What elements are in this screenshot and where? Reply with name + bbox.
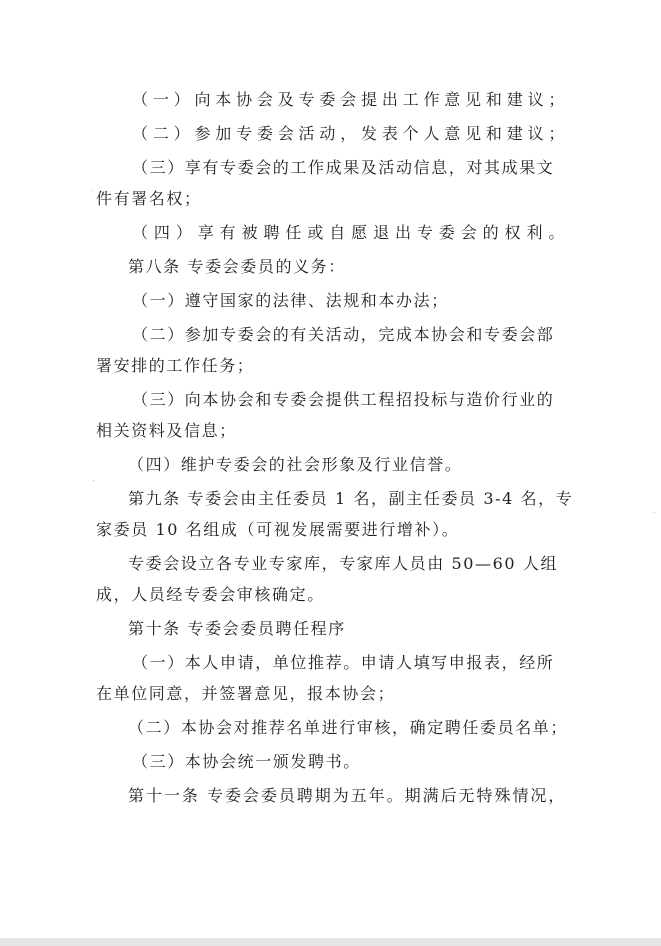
paragraph-line: 成，人员经专委会审核确定。 bbox=[96, 585, 325, 604]
scan-speck bbox=[93, 480, 94, 481]
paragraph-procedure-apply bbox=[96, 647, 566, 709]
scan-speck bbox=[92, 190, 93, 191]
paragraph-procedure-certificate bbox=[96, 746, 566, 777]
paragraph-line: 家委员 10 名组成（可视发展需要进行增补）。 bbox=[96, 520, 460, 539]
paragraph-line: （四）维护专委会的社会形象及行业信誉。 bbox=[128, 455, 463, 474]
paragraph-right-withdraw bbox=[96, 217, 566, 248]
paragraph-line: 第十一条 专委会委员聘期为五年。期满后无特殊情况， bbox=[128, 786, 566, 805]
paragraph-line: （三）享有专委会的工作成果及活动信息，对其成果文 bbox=[132, 158, 555, 177]
paragraph-line: （三）向本协会和专委会提供工程招投标与造价行业的 bbox=[132, 390, 555, 409]
article-9 bbox=[96, 483, 574, 545]
paragraph-line: （四）享有被聘任或自愿退出专委会的权利。 bbox=[132, 223, 566, 242]
paragraph-right-participate bbox=[96, 118, 566, 149]
paragraph-line: （一）本人申请，单位推荐。申请人填写申报表，经所 bbox=[132, 653, 555, 672]
paragraph-duty-image bbox=[96, 449, 566, 480]
scan-speck bbox=[654, 512, 655, 513]
paragraph-line: 件有署名权； bbox=[96, 189, 202, 208]
document-body bbox=[96, 84, 574, 814]
paragraph-line: 相关资料及信息； bbox=[96, 421, 237, 440]
paragraph-expert-pool bbox=[96, 548, 566, 610]
paragraph-right-results bbox=[96, 152, 566, 214]
viewer-bottom-bar bbox=[0, 938, 661, 946]
paragraph-procedure-review bbox=[96, 712, 569, 743]
paragraph-line: （一）遵守国家的法律、法规和本办法； bbox=[132, 291, 449, 310]
article-10-heading bbox=[96, 613, 566, 644]
paragraph-right-suggest bbox=[96, 84, 566, 115]
paragraph-duty-laws bbox=[96, 285, 566, 316]
paragraph-duty-information bbox=[96, 384, 566, 446]
paragraph-line: （一）向本协会及专委会提出工作意见和建议； bbox=[132, 90, 566, 109]
paragraph-line: 在单位同意，并签署意见，报本协会； bbox=[96, 684, 396, 703]
paragraph-line: 第九条 专委会由主任委员 1 名，副主任委员 3-4 名，专 bbox=[128, 489, 574, 508]
article-11 bbox=[96, 780, 566, 811]
paragraph-line: （三）本协会统一颁发聘书。 bbox=[132, 752, 361, 771]
paragraph-line: 第八条 专委会委员的义务： bbox=[128, 257, 346, 276]
paragraph-duty-activities bbox=[96, 319, 566, 381]
paragraph-line: 署安排的工作任务； bbox=[96, 356, 255, 375]
paragraph-line: 第十条 专委会委员聘任程序 bbox=[128, 619, 346, 638]
paragraph-line: 专委会设立各专业专家库，专家库人员由 50—60 人组 bbox=[128, 554, 559, 573]
paragraph-line: （二）本协会对推荐名单进行审核，确定聘任委员名单； bbox=[128, 718, 569, 737]
paragraph-line: （二）参加专委会的有关活动，完成本协会和专委会部 bbox=[132, 325, 555, 344]
article-8-heading bbox=[96, 251, 566, 282]
paragraph-line: （二）参加专委会活动，发表个人意见和建议； bbox=[132, 124, 566, 143]
